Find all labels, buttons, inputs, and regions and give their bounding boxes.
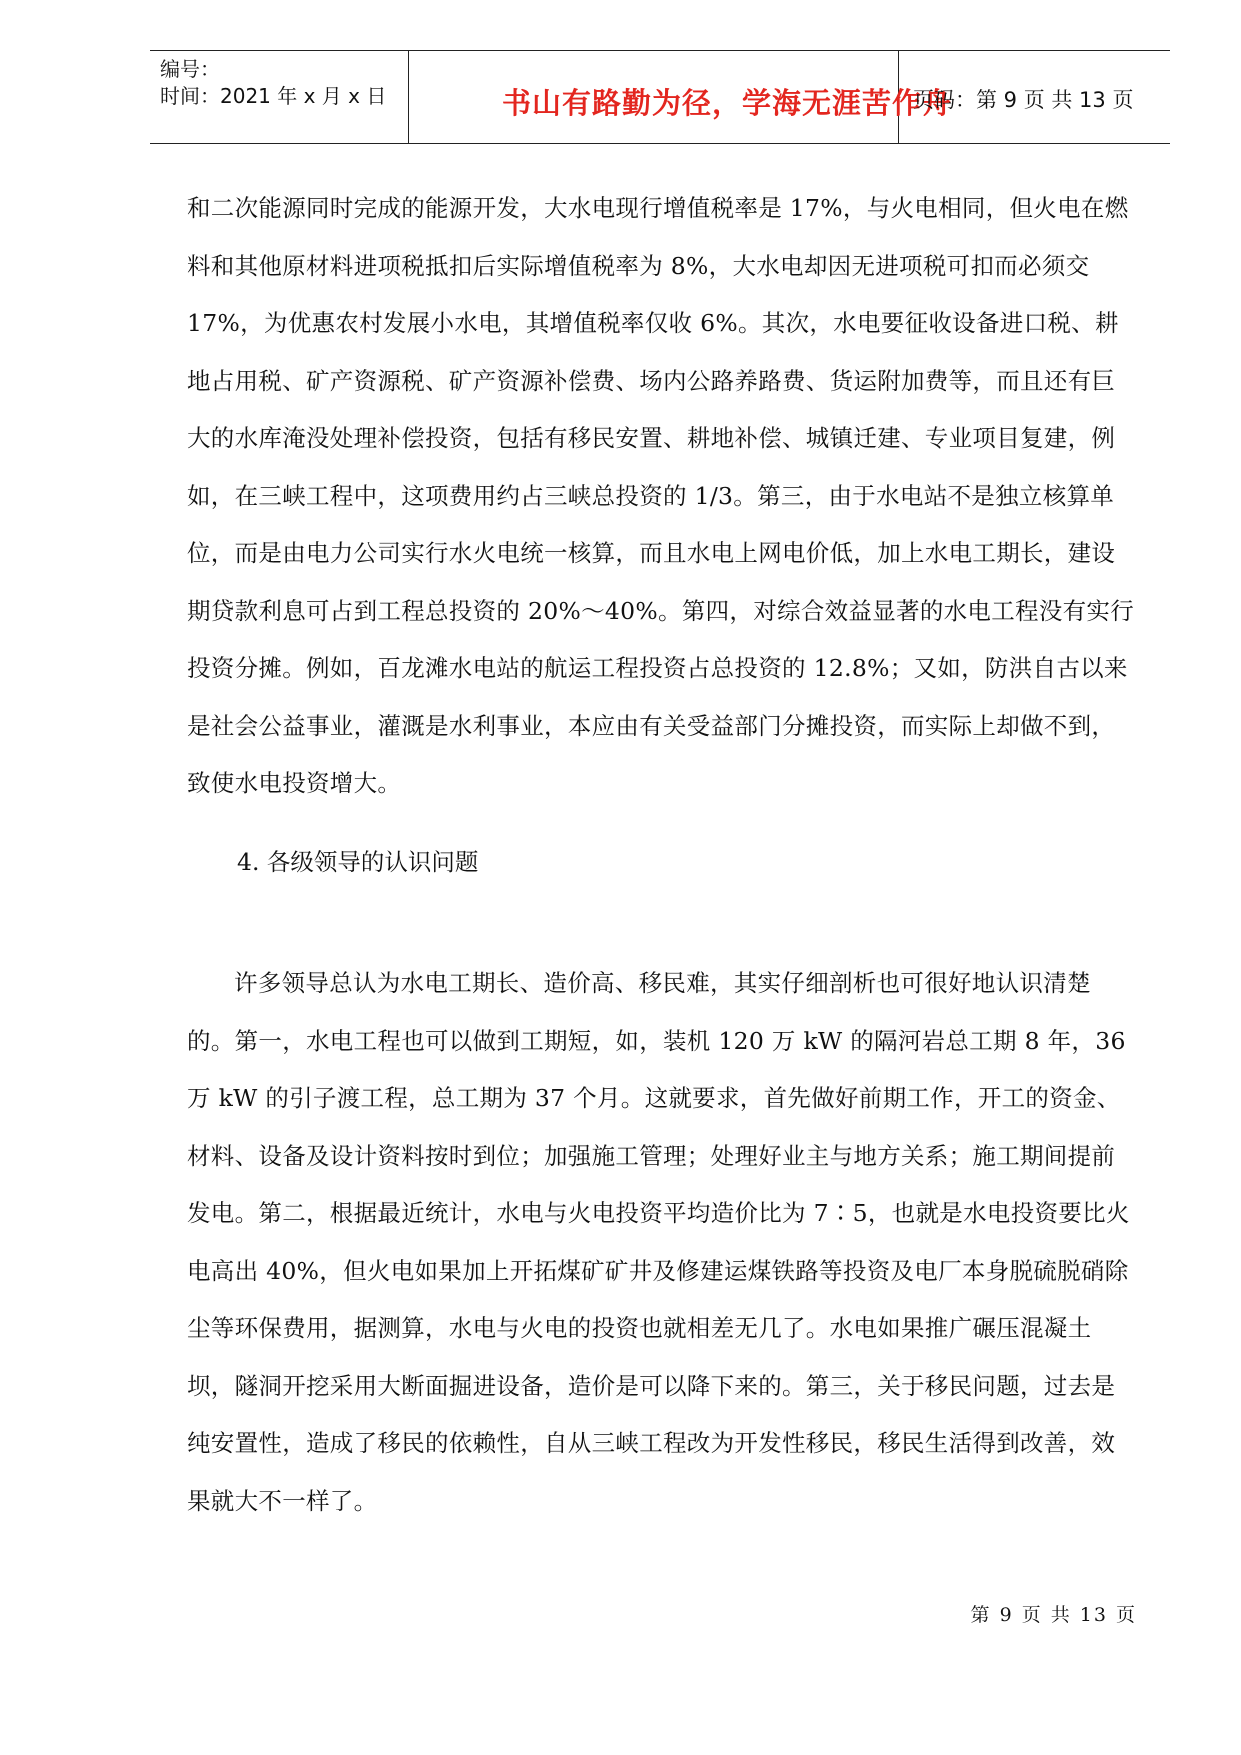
header-divider-left <box>408 50 409 144</box>
page-header <box>150 50 1170 144</box>
header-motto: 书山有路勤为径，学海无涯苦作舟 <box>501 86 952 120</box>
header-meta <box>160 56 386 110</box>
header-bottom-rule <box>150 143 1170 144</box>
body-section-2 <box>187 955 1137 1530</box>
section-heading: 4. 各级领导的认识问题 <box>237 848 479 876</box>
header-top-rule <box>150 50 1170 51</box>
header-number-label: 编号： <box>160 57 220 81</box>
header-page-label: 页码：第 9 页 共 13 页 <box>913 88 1134 112</box>
body-paragraph-1: 和二次能源同时完成的能源开发，大水电现行增值税率是 17%，与火电相同，但火电在燃料和其他原材料进项税抵扣后实际增值税率为 8%，大水电却因无进项税可扣而必须交 17%，为优惠农村发展小水电，其增值税率仅收 6%。其次，水电要征收设备进口税、耕地占用税、矿产资源税、矿产资源补偿费、场内公路养路费、货运附加费等，而且还有巨大的水库淹没处理补偿投资，包括有移民安置、耕地补偿、城镇迁建、专业项目复建，例如，在三峡工程中，这项费用约占三峡总投资的 1/3。第三，由于水电站不是独立核算单位，而是由电力公司实行水火电统一核算，而且水电上网电价低，加上水电工期长，建设期贷款利息可占到工程总投资的 20%～40%。第四，对综合效益显著的水电工程没有实行投资分摊。例如，百龙滩水电站的航运工程投资占总投资的 12.8%；又如，防洪自古以来是社会公益事业，灌溉是水利事业，本应由有关受益部门分摊投资，而实际上却做不到，致使水电投资增大。 <box>187 194 1135 797</box>
header-time-label: 时间：2021 年 x 月 x 日 <box>160 84 387 108</box>
body-paragraph-2: 许多领导总认为水电工期长、造价高、移民难，其实仔细剖析也可很好地认识清楚的。第一，水电工程也可以做到工期短，如，装机 120 万 kW 的隔河岩总工期 8 年，36 万 kW 的引子渡工程，总工期为 37 个月。这就要求，首先做好前期工作，开工的资金、材料、设备及设计资料按时到位；加强施工管理；处理好业主与地方关系；施工期间提前发电。第二，根据最近统计，水电与火电投资平均造价比为 7∶5，也就是水电投资要比火电高出 40%，但火电如果加上开拓煤矿矿井及修建运煤铁路等投资及电厂本身脱硫脱硝除尘等环保费用，据测算，水电与火电的投资也就相差无几了。水电如果推广碾压混凝土坝，隧洞开挖采用大断面掘进设备，造价是可以降下来的。第三，关于移民问题，过去是纯安置性，造成了移民的依赖性，自从三峡工程改为开发性移民，移民生活得到改善，效果就大不一样了。 <box>187 969 1130 1515</box>
page-footer: 第 9 页 共 13 页 <box>970 1604 1137 1626</box>
body-section-1 <box>187 180 1137 813</box>
